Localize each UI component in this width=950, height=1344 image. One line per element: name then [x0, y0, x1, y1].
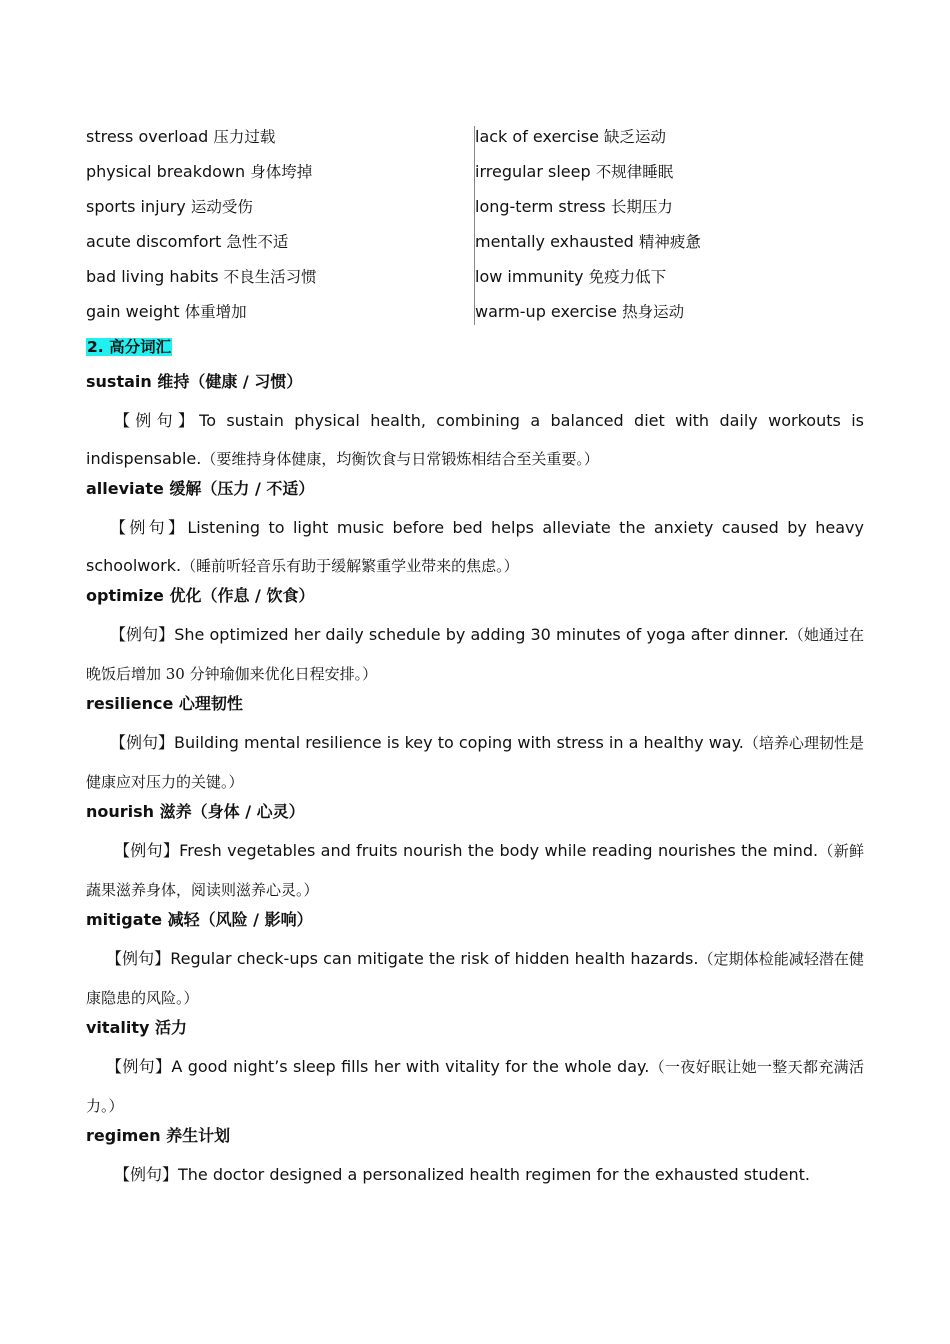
example-sentence: 【例句】To sustain physical health, combining a balanced diet with daily workouts is indispensable.（要维持身体健康，均衡饮食与日常锻炼相结合至关重要。） [86, 411, 864, 468]
vocab-word: alleviate 缓解（压力 / 不适） [86, 479, 315, 498]
vocab-word: nourish 滋养（身体 / 心灵） [86, 802, 305, 821]
phrase-row: bad living habits 不良生活习惯 [86, 267, 317, 286]
section-heading: 2. 高分词汇 [87, 338, 172, 356]
phrase-row: acute discomfort 急性不适 [86, 232, 289, 251]
example-sentence: 【例句】She optimized her daily schedule by adding 30 minutes of yoga after dinner.（她通过在晚饭后增加 30 分钟瑜伽来优化日程安排。） [86, 625, 864, 683]
phrase-table [86, 122, 864, 332]
phrase-row: low immunity 免疫力低下 [475, 267, 667, 286]
phrase-row: sports injury 运动受伤 [86, 197, 253, 216]
phrase-column-right [475, 122, 864, 332]
example-sentence: 【例句】Listening to light music before bed helps alleviate the anxiety caused by heavy schoolwork.（睡前听轻音乐有助于缓解繁重学业带来的焦虑。） [86, 518, 864, 575]
example-sentence: 【例句】Building mental resilience is key to coping with stress in a healthy way.（培养心理韧性是健康应对压力的关键。） [86, 733, 864, 791]
phrase-row: warm-up exercise 热身运动 [475, 302, 685, 321]
phrase-column-left [86, 122, 475, 332]
phrase-row: lack of exercise 缺乏运动 [475, 127, 667, 146]
vocab-word: mitigate 减轻（风险 / 影响） [86, 910, 313, 929]
phrase-row: physical breakdown 身体垮掉 [86, 162, 313, 181]
example-sentence: 【例句】Fresh vegetables and fruits nourish the body while reading nourishes the mind.（新鲜蔬果滋养身体，阅读则滋养心灵。） [86, 841, 864, 899]
phrase-row: long-term stress 长期压力 [475, 197, 673, 216]
phrase-row: mentally exhausted 精神疲惫 [475, 232, 701, 251]
vocab-word: sustain 维持（健康 / 习惯） [86, 372, 303, 391]
vocab-word: resilience 心理韧性 [86, 694, 243, 713]
document-page [86, 122, 864, 1195]
phrase-row: stress overload 压力过载 [86, 127, 276, 146]
phrase-row: irregular sleep 不规律睡眠 [475, 162, 674, 181]
example-sentence: 【例句】A good night’s sleep fills her with vitality for the whole day.（一夜好眠让她一整天都充满活力。） [86, 1057, 864, 1115]
vocab-word: regimen 养生计划 [86, 1126, 231, 1145]
example-sentence: 【例句】The doctor designed a personalized health regimen for the exhausted student. [114, 1165, 810, 1184]
vocab-word: vitality 活力 [86, 1018, 187, 1037]
vocab-word: optimize 优化（作息 / 饮食） [86, 586, 315, 605]
phrase-row: gain weight 体重增加 [86, 302, 247, 321]
column-divider [474, 126, 475, 325]
example-sentence: 【例句】Regular check-ups can mitigate the risk of hidden health hazards.（定期体检能减轻潜在健康隐患的风险。） [86, 949, 864, 1007]
